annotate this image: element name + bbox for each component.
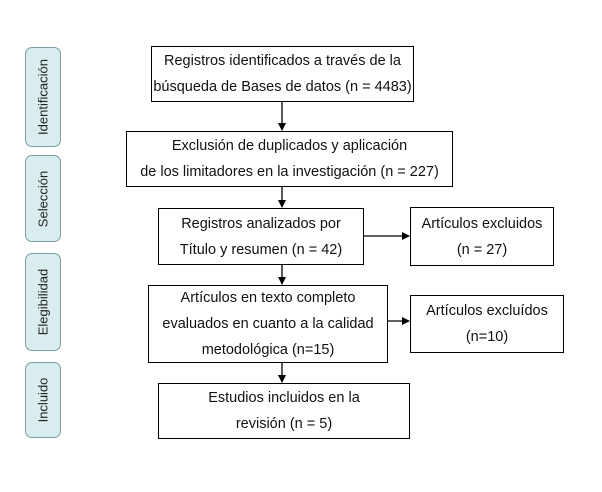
box-studies-included [158,383,410,439]
box-records-identified-line2: búsqueda de Bases de datos (n = 4483) [153,79,412,95]
box-fulltext-assessed-line1: Artículos en texto completo [180,290,356,306]
box-records-identified [151,46,414,102]
box-records-identified-line1: Registros identificados a través de la [164,53,401,69]
box-studies-included-line2: revisión (n = 5) [235,416,333,432]
box-articles-excluded-1 [410,207,554,266]
box-fulltext-assessed-line2: evaluados en cuanto a la calidad [162,316,374,332]
box-articles-excluded-1-line2: (n = 27) [456,241,508,258]
box-records-screened [158,208,364,265]
box-articles-excluded-2-line2: (n=10) [465,329,509,345]
stage-label-incluido: Incluido [35,377,51,423]
box-records-screened-line1: Registros analizados por [181,215,341,232]
box-articles-excluded-1-line1: Artículos excluidos [421,215,543,232]
box-fulltext-assessed [148,285,388,363]
box-duplicates-excluded-line2: de los limitadores en la investigación (n = 227) [140,164,439,180]
stage-label-elegibilidad: Elegibilidad [35,268,51,336]
box-records-screened-line2: Título y resumen (n = 42) [179,241,343,258]
box-articles-excluded-2-line1: Artículos excluídos [426,303,548,319]
box-articles-excluded-2 [410,295,564,353]
box-fulltext-assessed-line3: metodológica (n=15) [201,342,335,358]
stage-label-seleccion: Selección [35,170,51,227]
stage-label-identificacion: Identificación [35,59,51,135]
box-duplicates-excluded [126,131,453,187]
box-studies-included-line1: Estudios incluidos en la [208,390,360,406]
box-duplicates-excluded-line1: Exclusión de duplicados y aplicación [171,138,408,154]
